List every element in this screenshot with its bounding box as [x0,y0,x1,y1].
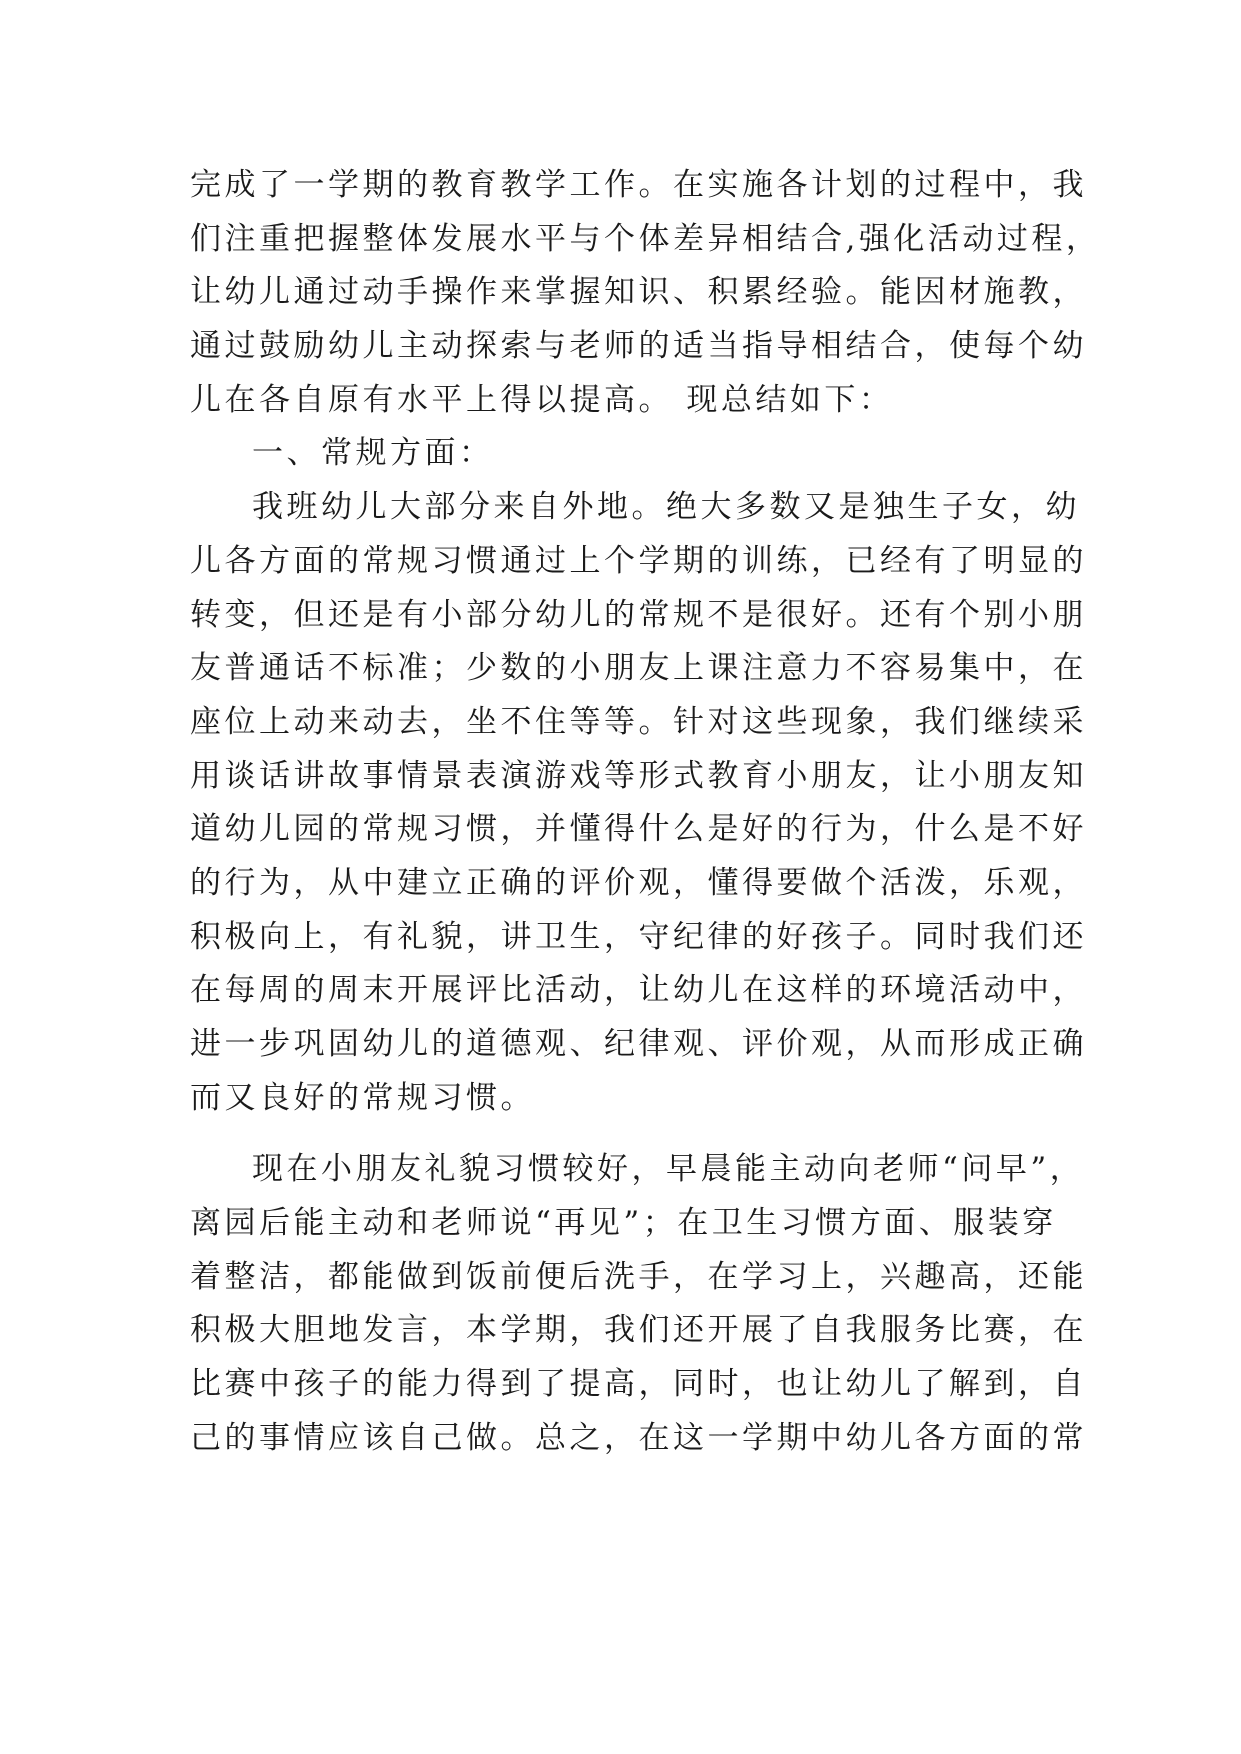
text-line: 让幼儿通过动手操作来掌握知识、积累经验。能因材施教， [190,274,1087,311]
section-heading: 一、常规方面： [252,435,494,472]
text-line: 己的事情应该自己做。总之，在这一学期中幼儿各方面的常 [190,1419,1087,1456]
text-line: 完成了一学期的教育教学工作。在实施各计划的过程中，我 [190,167,1087,203]
text-line: 道幼儿园的常规习惯，并懂得什么是好的行为，什么是不好 [190,811,1087,848]
text-line: 我班幼儿大部分来自外地。绝大多数又是独生子女，幼 [252,489,1080,526]
text-line: 儿各方面的常规习惯通过上个学期的训练，已经有了明显的 [190,542,1087,579]
text-line: 的行为，从中建立正确的评价观，懂得要做个活泼，乐观， [190,864,1087,901]
text-line: 座位上动来动去，坐不住等等。针对这些现象，我们继续采 [190,703,1087,740]
text-line: 比赛中孩子的能力得到了提高，同时，也让幼儿了解到，自 [190,1366,1087,1403]
text-line: 在每周的周末开展评比活动，让幼儿在这样的环境活动中， [190,972,1087,1009]
text-line: 们注重把握整体发展水平与个体差异相结合,强化活动过程， [190,220,1101,257]
text-line: 转变，但还是有小部分幼儿的常规不是很好。还有个别小朋 [190,596,1087,633]
text-line: 积极向上，有礼貌，讲卫生，守纪律的好孩子。同时我们还 [190,918,1087,955]
body-text [190,159,1101,1466]
text-line: 儿在各自原有水平上得以提高。 现总结如下： [190,381,894,418]
text-line: 用谈话讲故事情景表演游戏等形式教育小朋友，让小朋友知 [190,757,1087,794]
text-line: 离园后能主动和老师说“再见”；在卫生习惯方面、服装穿 [190,1205,1057,1242]
text-line: 进一步巩固幼儿的道德观、纪律观、评价观，从而形成正确 [190,1026,1087,1062]
text-line: 积极大胆地发言，本学期，我们还开展了自我服务比赛，在 [190,1312,1087,1349]
text-line: 着整洁，都能做到饭前便后洗手，在学习上，兴趣高，还能 [190,1258,1087,1295]
text-line: 现在小朋友礼貌习惯较好，早晨能主动向老师“问早”， [252,1151,1085,1188]
text-line: 而又良好的常规习惯。 [190,1079,535,1116]
text-line: 通过鼓励幼儿主动探索与老师的适当指导相结合，使每个幼 [190,328,1087,365]
text-line: 友普通话不标准；少数的小朋友上课注意力不容易集中，在 [190,650,1087,687]
